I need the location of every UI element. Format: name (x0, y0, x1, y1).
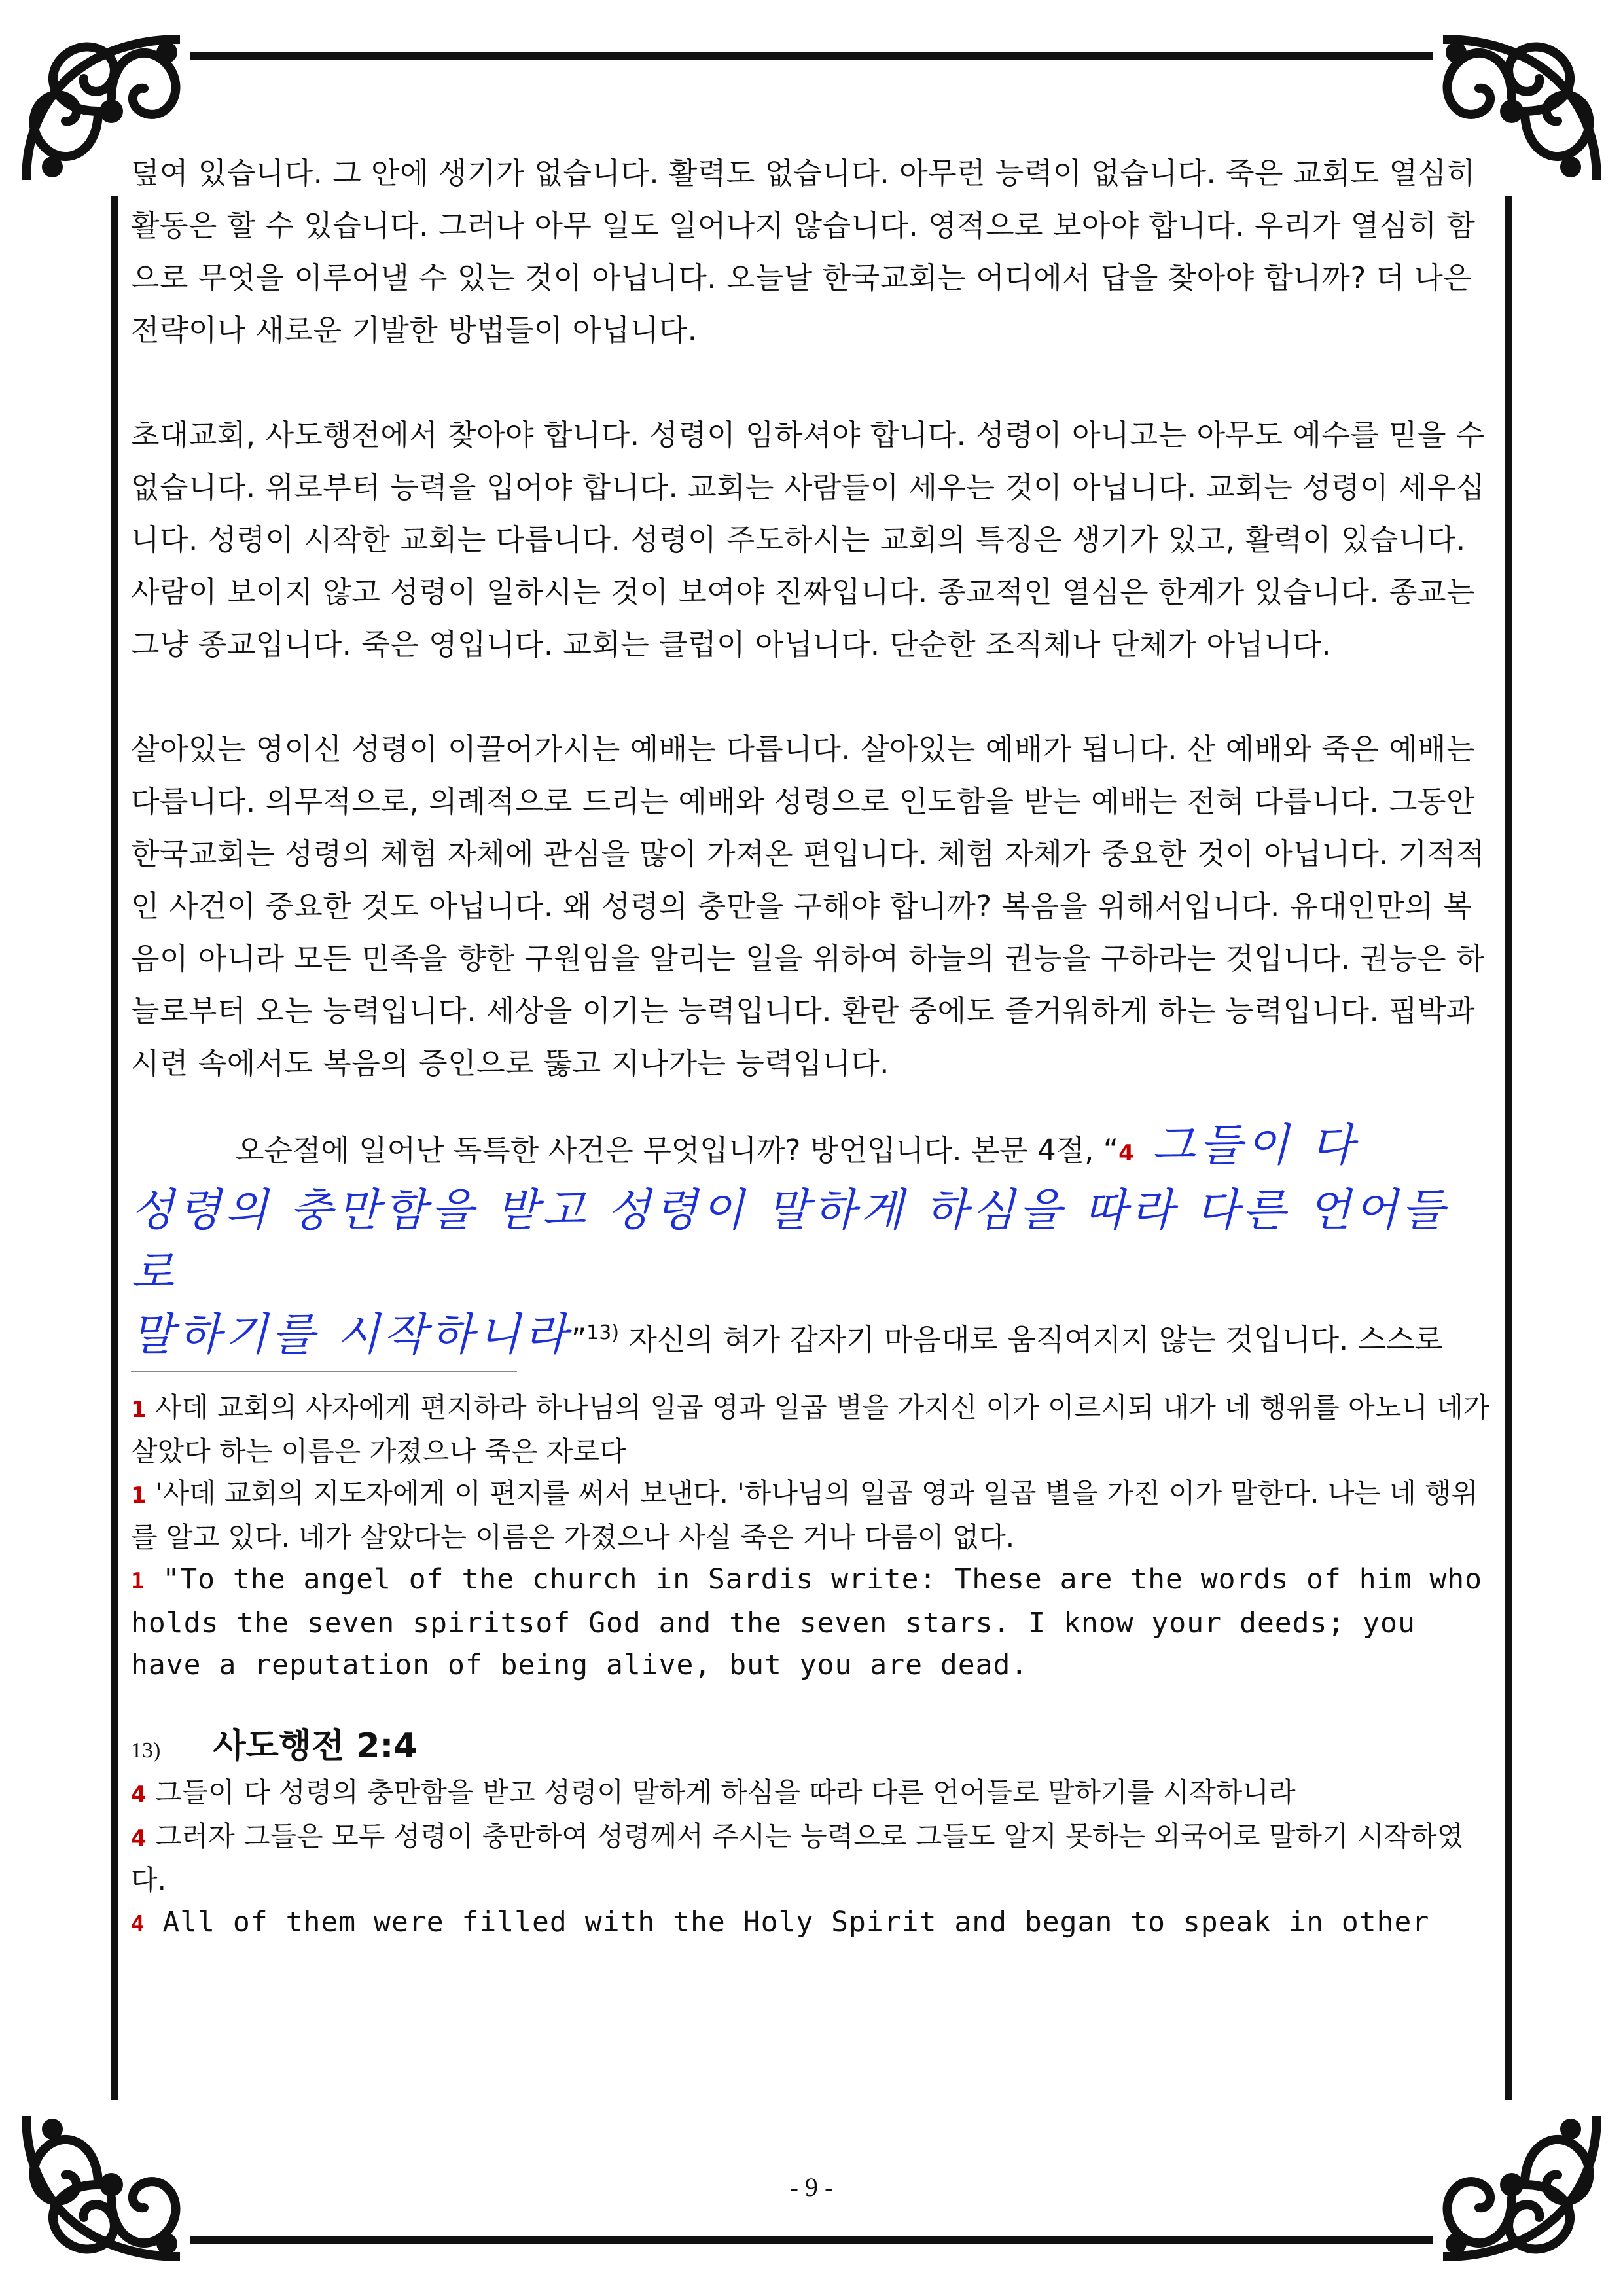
footnote-verse-number: 4 (131, 1782, 147, 1808)
footnote-13-korean-2: 4 그러자 그들은 모두 성령이 충만하여 성령께서 주시는 능력으로 그들도 알지 못하는 외국어로 말하기 시작하였다. (131, 1820, 1464, 1896)
footnote-korean-2: 1 '사데 교회의 지도자에게 이 편지를 써서 보낸다. '하나님의 일곱 영과 일곱 별을 가진 이가 말한다. 나는 네 행위를 알고 있다. 네가 살았다는 이름은 가졌으나 사실 죽은 거나 다름이 없다. (131, 1477, 1478, 1553)
footnote-13-number: 13) (131, 1738, 161, 1763)
footnote-13-heading (131, 1725, 1492, 1772)
footnote-verse-number: 4 (131, 1825, 147, 1852)
verse-text-3: 말하기를 시작하니라 (131, 1309, 571, 1361)
body-paragraph-3: 살아있는 영이신 성령이 이끌어가시는 예배는 다릅니다. 살아있는 예배가 됩니다. 산 예배와 죽은 예배는 다릅니다. 의무적으로, 의례적으로 드리는 예배와 성령으로 인도함을 받는 예배는 전혀 다릅니다. 그동안 한국교회는 성령의 체험 자체에 관심을 많이 가져온 편입니다. 체험 자체가 중요한 것이 아닙니다. 기적적인 사건이 중요한 것도 아닙니다. 왜 성령의 충만을 구해야 합니까? 복음을 위해서입니다. 유대인만의 복음이 아니라 모든 민족을 향한 구원임을 알리는 일을 위하여 하늘의 권능을 구하라는 것입니다. 권능은 하늘로부터 오는 능력입니다. 세상을 이기는 능력입니다. 환란 중에도 즐거워하게 하는 능력입니다. 핍박과 시련 속에서도 복음의 증인으로 뚫고 지나가는 능력입니다. (131, 732, 1485, 1081)
footnote-13 (131, 1725, 1492, 1945)
quote-paragraph (131, 1116, 1492, 1367)
footnote-verse-number: 1 (131, 1482, 147, 1509)
footnote-verse-number: 1 (131, 1397, 147, 1423)
footnote-reference[interactable]: 13) (586, 1321, 620, 1344)
footnotes-continued (131, 1387, 1492, 1686)
footnote-13-book: 사도행전 2:4 (213, 1727, 418, 1766)
verse-number: 4 (1118, 1140, 1134, 1166)
verse-text-1: 그들이 다 (1133, 1120, 1358, 1172)
page-number: - 9 - (789, 2172, 834, 2202)
footnote-verse-number: 4 (131, 1911, 145, 1937)
quote-lead: 오순절에 일어난 독특한 사건은 무엇입니까? 방언입니다. 본문 4절, “ (236, 1133, 1119, 1168)
quote-trail: 자신의 혀가 갑자기 마음대로 움직여지지 않는 것입니다. 스스로 (619, 1322, 1443, 1357)
footnote-english: 1 "To the angel of the church in Sardis write: These are the words of him who holds the seven spiritsof God and the seven stars. I know your deeds; you have a reputation of being alive, but you are dead. (131, 1563, 1482, 1681)
quote-close: ” (571, 1322, 587, 1357)
footnote-korean-1: 1 사데 교회의 사자에게 편지하라 하나님의 일곱 영과 일곱 별을 가지신 이가 이르시되 내가 네 행위를 아노니 네가 살았다 하는 이름은 가졌으나 죽은 자로다 (131, 1391, 1490, 1467)
body-paragraph-2: 초대교회, 사도행전에서 찾아야 합니다. 성령이 임하셔야 합니다. 성령이 아니고는 아무도 예수를 믿을 수 없습니다. 위로부터 능력을 입어야 합니다. 교회는 사람들이 세우는 것이 아닙니다. 교회는 성령이 세우십니다. 성령이 시작한 교회는 다릅니다. 성령이 주도하시는 교회의 특징은 생기가 있고, 활력이 있습니다. 사람이 보이지 않고 성령이 일하시는 것이 보여야 진짜입니다. 종교적인 열심은 한계가 있습니다. 종교는 그냥 종교입니다. 죽은 영입니다. 교회는 클럽이 아닙니다. 단순한 조직체나 단체가 아닙니다. (131, 418, 1485, 662)
footnote-13-english: 4 All of them were filled with the Holy Spirit and began to speak in other (131, 1906, 1430, 1939)
body-paragraph-1: 덮여 있습니다. 그 안에 생기가 없습니다. 활력도 없습니다. 아무런 능력이 없습니다. 죽은 교회도 열심히 활동은 할 수 있습니다. 그러나 아무 일도 일어나지 않습니다. 영적으로 보아야 합니다. 우리가 열심히 함으로 무엇을 이루어낼 수 있는 것이 아닙니다. 오늘날 한국교회는 어디에서 답을 찾아야 합니까? 더 나은 전략이나 새로운 기발한 방법들이 아닙니다. (131, 156, 1476, 348)
footnote-13-korean-1: 4 그들이 다 성령의 충만함을 받고 성령이 말하게 하심을 따라 다른 언어들로 말하기를 시작하니라 (131, 1776, 1296, 1808)
footnote-separator (131, 1371, 517, 1372)
page-content (131, 147, 1492, 1945)
verse-text-2: 성령의 충만함을 받고 성령이 말하게 하심을 따라 다른 언어들로 (131, 1185, 1449, 1299)
footnote-verse-number: 1 (131, 1568, 145, 1594)
